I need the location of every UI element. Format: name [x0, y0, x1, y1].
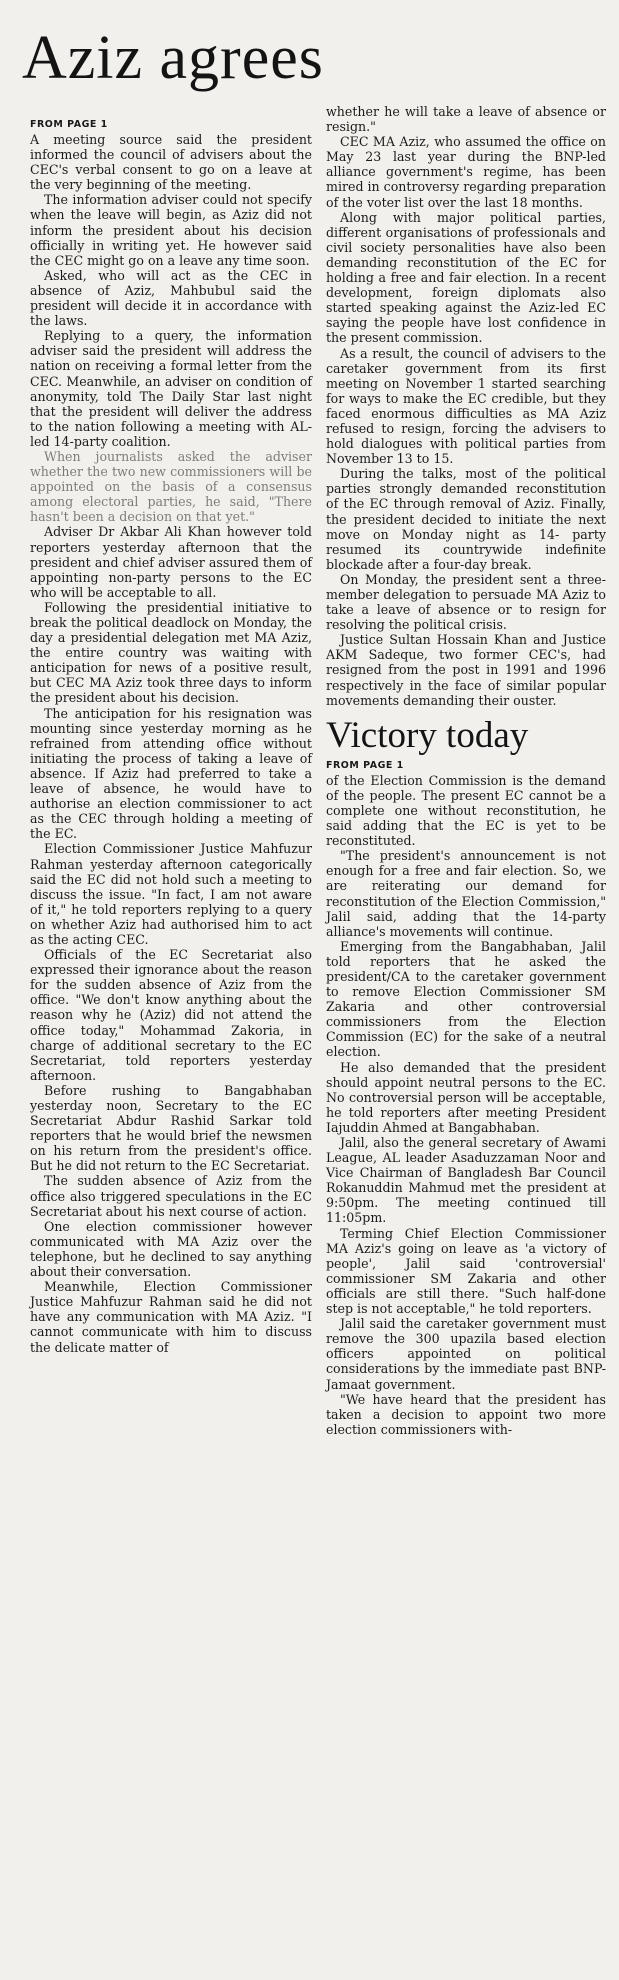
paragraph: "The president's announcement is not enough for a free and fair election. So, we are reiterating our demand for reconstitution of the Election Commission," Jalil said, adding that the 14-party alliance's movements will continue. — [326, 848, 606, 939]
paragraph: Adviser Dr Akbar Ali Khan however told reporters yesterday afternoon that the president and chief adviser assured them of appointing non-party persons to the EC who will be acceptable to all. — [30, 524, 312, 600]
paragraph: Following the presidential initiative to break the political deadlock on Monday, the day a presidential delegation met MA Aziz, the entire country was waiting with anticipation for news of a positive result, but CEC MA Aziz took three days to inform the president about his decision. — [30, 599, 312, 706]
paragraph: CEC MA Aziz, who assumed the office on May 23 last year during the BNP-led alliance government's regime, has been mired in controversy regarding preparation of the voter list over the last 18 months. — [326, 134, 606, 210]
story1-left-column — [30, 118, 312, 1355]
paragraph: As a result, the council of advisers to the caretaker government from its first meeting on November 1 started searching for ways to make the EC credible, but they faced enormous difficulties as MA Aziz refused to resign, forcing the advisers to hold dialogues with political parties from November 13 to 15. — [326, 345, 606, 467]
paragraph: whether he will take a leave of absence or resign." — [326, 104, 606, 135]
paragraph: Terming Chief Election Commissioner MA Aziz's going on leave as 'a victory of people', Jalil said 'controversial' commissioner SM Zakaria and other officials are still there. "Such half-done step is not acceptable," he told reporters. — [326, 1225, 606, 1317]
right-column — [326, 104, 606, 1437]
paragraph: Jalil, also the general secretary of Awami League, AL leader Asaduzzaman Noor and Vice Chairman of Bangladesh Bar Council Rokanuddin Mahmud met the president at 9:50pm. The meeting continued till 11:05pm. — [326, 1135, 606, 1226]
paragraph: He also demanded that the president should appoint neutral persons to the EC. No controversial person will be acceptable, he told reporters after meeting President Iajuddin Ahmed at Bangabhaban. — [326, 1059, 606, 1135]
paragraph: Along with major political parties, different organisations of professionals and civil society personalities have also been demanding reconstitution of the EC for holding a free and fair election. In a recent development, foreign diplomats also started speaking against the Aziz-led EC saying the people have lost confidence in the present commission. — [326, 209, 606, 346]
paragraph: Emerging from the Bangabhaban, Jalil told reporters that he asked the president/CA to the caretaker government to remove Election Commissioner SM Zakaria and other controversial commissioners from the Election Commission (EC) for the sake of a neutral election. — [326, 938, 606, 1060]
paragraph: The anticipation for his resignation was mounting since yesterday morning as he refrained from attending office without initiating the process of taking a leave of absence. If Aziz had preferred to take a leave of absence, he would have to authorise an election commissioner to act as the CEC through holding a meeting of the EC. — [30, 705, 312, 842]
headline: Aziz agrees — [22, 24, 324, 92]
paragraph: Meanwhile, Election Commissioner Justice Mahfuzur Rahman said he did not have any communication with MA Aziz. "I cannot communicate with him to discuss the delicate matter of — [30, 1279, 312, 1355]
paragraph: During the talks, most of the political parties strongly demanded reconstitution of the EC through removal of Aziz. Finally, the president decided to initiate the next move on Monday night as 14- party resumed its countrywide indefinite blockade after a four-day break. — [326, 466, 606, 572]
paragraph: The information adviser could not specify when the leave will begin, as Aziz did not inform the president about his decision officially in writing yet. He however said the CEC might go on a leave any time soon. — [30, 192, 312, 268]
paragraph: Officials of the EC Secretariat also expressed their ignorance about the reason for the sudden absence of Aziz from the office. "We don't know anything about the reason why he (Aziz) did not attend the office today," Mohammad Zakoria, in charge of additional secretary to the EC Secretariat, told reporters yesterday afternoon. — [30, 947, 312, 1083]
paragraph: The sudden absence of Aziz from the office also triggered speculations in the EC Secretariat about his next course of action. — [30, 1173, 312, 1219]
paragraph: "We have heard that the president has taken a decision to appoint two more election commissioners with- — [326, 1391, 606, 1437]
paragraph: Asked, who will act as the CEC in absence of Aziz, Mahbubul said the president will decide it in accordance with the laws. — [30, 267, 312, 329]
paragraph: Election Commissioner Justice Mahfuzur Rahman yesterday afternoon categorically said the EC did not hold such a meeting to discuss the issue. "In fact, I am not aware of it," he told reporters replying to a query on whether Aziz had authorised him to act as the acting CEC. — [30, 841, 312, 947]
paragraph: A meeting source said the president informed the council of advisers about the CEC's verbal consent to go on a leave at the very beginning of the meeting. — [30, 132, 312, 193]
story2-kicker: FROM PAGE 1 — [326, 759, 404, 771]
story2-headline: Victory today — [326, 714, 529, 756]
paragraph: When journalists asked the adviser whether the two new commissioners will be appointed on the basis of a consensus among electoral parties, he said, "There hasn't been a decision on that yet." — [30, 448, 312, 525]
paragraph: Jalil said the caretaker government must remove the 300 upazila based election officers appointed on political considerations by the immediate past BNP-Jamaat government. — [326, 1316, 606, 1392]
paragraph: Replying to a query, the information adviser said the president will address the nation on receiving a formal letter from the CEC. Meanwhile, an adviser on condition of anonymity, told The Daily Star last night that the president will deliver the address to the nation following a meeting with AL-led 14-party coalition. — [30, 328, 312, 449]
story1-kicker: FROM PAGE 1 — [30, 119, 108, 130]
paragraph: of the Election Commission is the demand of the people. The present EC cannot be a complete one without reconstitution, he said adding that the EC is yet to be reconstituted. — [326, 772, 606, 849]
paragraph: Justice Sultan Hossain Khan and Justice AKM Sadeque, two former CEC's, had resigned from the post in 1991 and 1996 respectively in the face of similar popular movements demanding their ouster. — [326, 632, 606, 708]
paragraph: One election commissioner however communicated with MA Aziz over the telephone, but he declined to say anything about their conversation. — [30, 1218, 312, 1280]
paragraph: Before rushing to Bangabhaban yesterday noon, Secretary to the EC Secretariat Abdur Rashid Sarkar told reporters that he would brief the newsmen on his return from the president's office. But he did not return to the EC Secretariat. — [30, 1082, 312, 1174]
paragraph: On Monday, the president sent a three-member delegation to persuade MA Aziz to take a leave of absence or to resign for resolving the political crisis. — [326, 571, 606, 633]
